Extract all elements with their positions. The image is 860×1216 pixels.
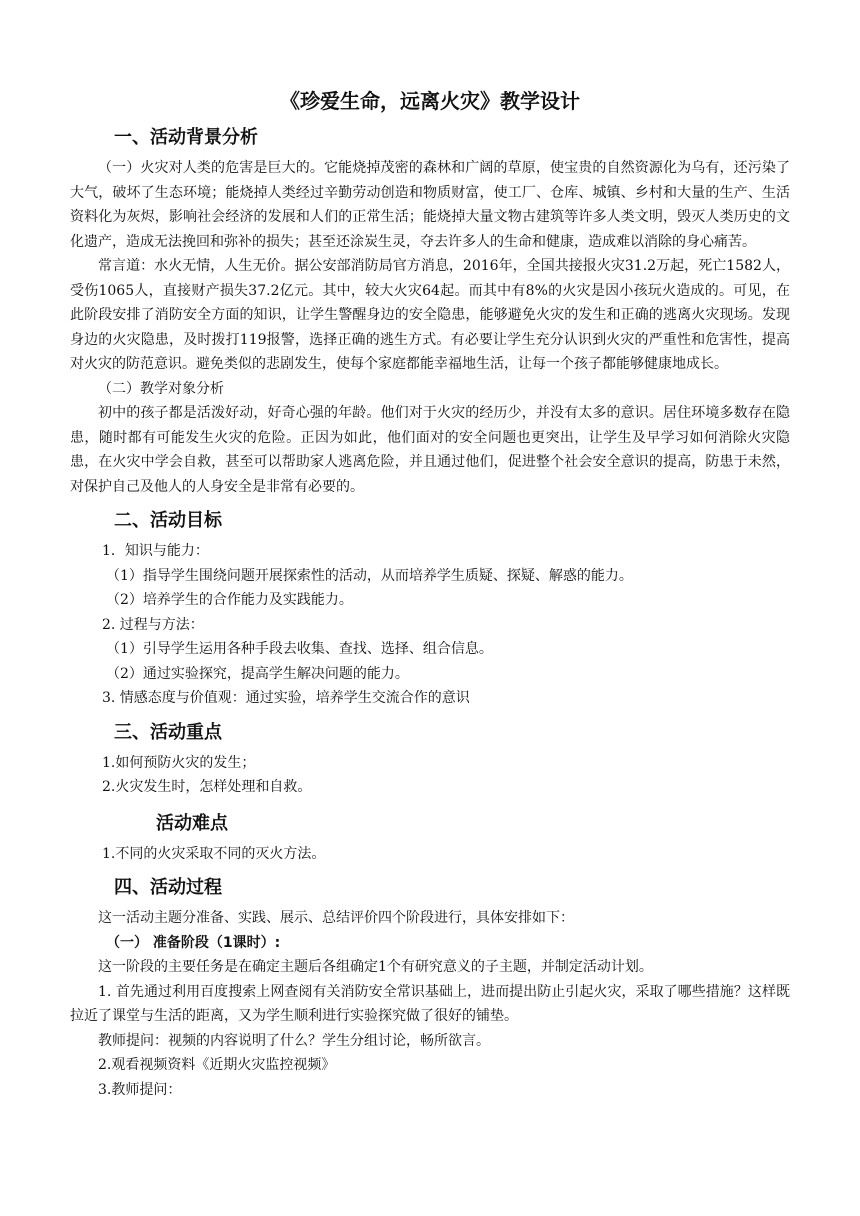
section-heading-key-points: 三、活动重点: [114, 721, 222, 743]
paragraph: 这一活动主题分准备、实践、展示、总结评价四个阶段进行，具体安排如下：: [98, 910, 574, 926]
stage-heading: （一） 准备阶段（1课时）:: [106, 934, 281, 951]
paragraph: 教师提问：视频的内容说明了什么？学生分组讨论，畅所欲言。: [98, 1032, 490, 1049]
paragraph: 1. 首先通过利用百度搜索上网查阅有关消防安全常识基础上，进而提出防止引起火灾，采取了哪些措施？这样既拉近了课堂与生活的距离，又为学生顺利进行实验探究做了很好的铺垫。: [70, 983, 790, 1024]
list-item: （1）指导学生围绕问题开展探索性的活动，从而培养学生质疑、探疑、解惑的能力。: [106, 567, 633, 584]
list-item: 3. 情感态度与价值观：通过实验，培养学生交流合作的意识: [102, 690, 470, 706]
list-item: 2.火灾发生时，怎样处理和自救。: [102, 779, 312, 795]
paragraph: 2.观看视频资料《近期火灾监控视频》: [98, 1057, 336, 1073]
list-item: 1.不同的火灾采取不同的灭火方法。: [102, 845, 326, 862]
paragraph: 这一阶段的主要任务是在确定主题后各组确定1个有研究意义的子主题，并制定活动计划。: [98, 959, 653, 975]
list-item: 1．知识与能力：: [102, 543, 209, 559]
paragraph: 常言道：水火无情，人生无价。据公安部消防局官方消息，2016年，全国共接报火灾31.2万起，死亡1582人，受伤1065人，直接财产损失37.2亿元。其中，较大火灾64起。而其中有8%的火灾是因小孩玩火造成的。可见，在此阶段安排了消防安全方面的知识，让学生警醒身边的安全隐患，能够避免火灾的发生和正确的逃离火灾现场。发现身边的火灾隐患，及时拨打119报警，选择正确的逃生方式。有必要让学生充分认识到火灾的严重性和危害性，提高对火灾的防范意识。避免类似的悲剧发生，使每个家庭都能幸福地生活，让每一个孩子都能够健康地成长。: [70, 258, 790, 372]
list-item: （2）培养学生的合作能力及实践能力。: [106, 592, 353, 608]
section-heading-process: 四、活动过程: [114, 877, 222, 898]
list-item: （2）通过实验探究，提高学生解决问题的能力。: [106, 665, 409, 682]
paragraph: （一）火灾对人类的危害是巨大的。它能烧掉茂密的森林和广阔的草原，使宝贵的自然资源化为乌有，还污染了大气，破坏了生态环境；能烧掉人类经过辛勤劳动创造和物质财富，使工厂、仓库、城镇、乡村和大量的生产、生活资料化为灰烬，影响社会经济的发展和人们的正常生活；能烧掉大量文物古建筑等许多人类文明，毁灭人类历史的文化遗产，造成无法挽回和弥补的损失；甚至还涂炭生灵，夺去许多人的生命和健康，造成难以消除的身心痛苦。: [70, 160, 790, 250]
section-heading-goals: 二、活动目标: [114, 510, 222, 531]
paragraph: 3.教师提问：: [98, 1081, 182, 1098]
section-heading-difficulties: 活动难点: [156, 812, 228, 834]
document-title: 《珍爱生命，远离火灾》教学设计: [280, 89, 580, 113]
list-item: 2. 过程与方法：: [102, 616, 204, 633]
subsection-label: （二）教学对象分析: [98, 380, 224, 397]
list-item: 1.如何预防火灾的发生；: [102, 754, 256, 771]
paragraph: 初中的孩子都是活泼好动，好奇心强的年龄。他们对于火灾的经历少，并没有太多的意识。居住环境多数存在隐患，随时都有可能发生火灾的危险。正因为如此，他们面对的安全问题也更突出，让学生及早学习如何消除火灾隐患，在火灾中学会自救，甚至可以帮助家人逃离危险，并且通过他们，促进整个社会安全意识的提高，防患于未然，对保护自己及他人的人身安全是非常有必要的。: [70, 405, 790, 495]
section-heading-background: 一、活动背景分析: [114, 127, 258, 148]
list-item: （1）引导学生运用各种手段去收集、查找、选择、组合信息。: [106, 641, 493, 657]
